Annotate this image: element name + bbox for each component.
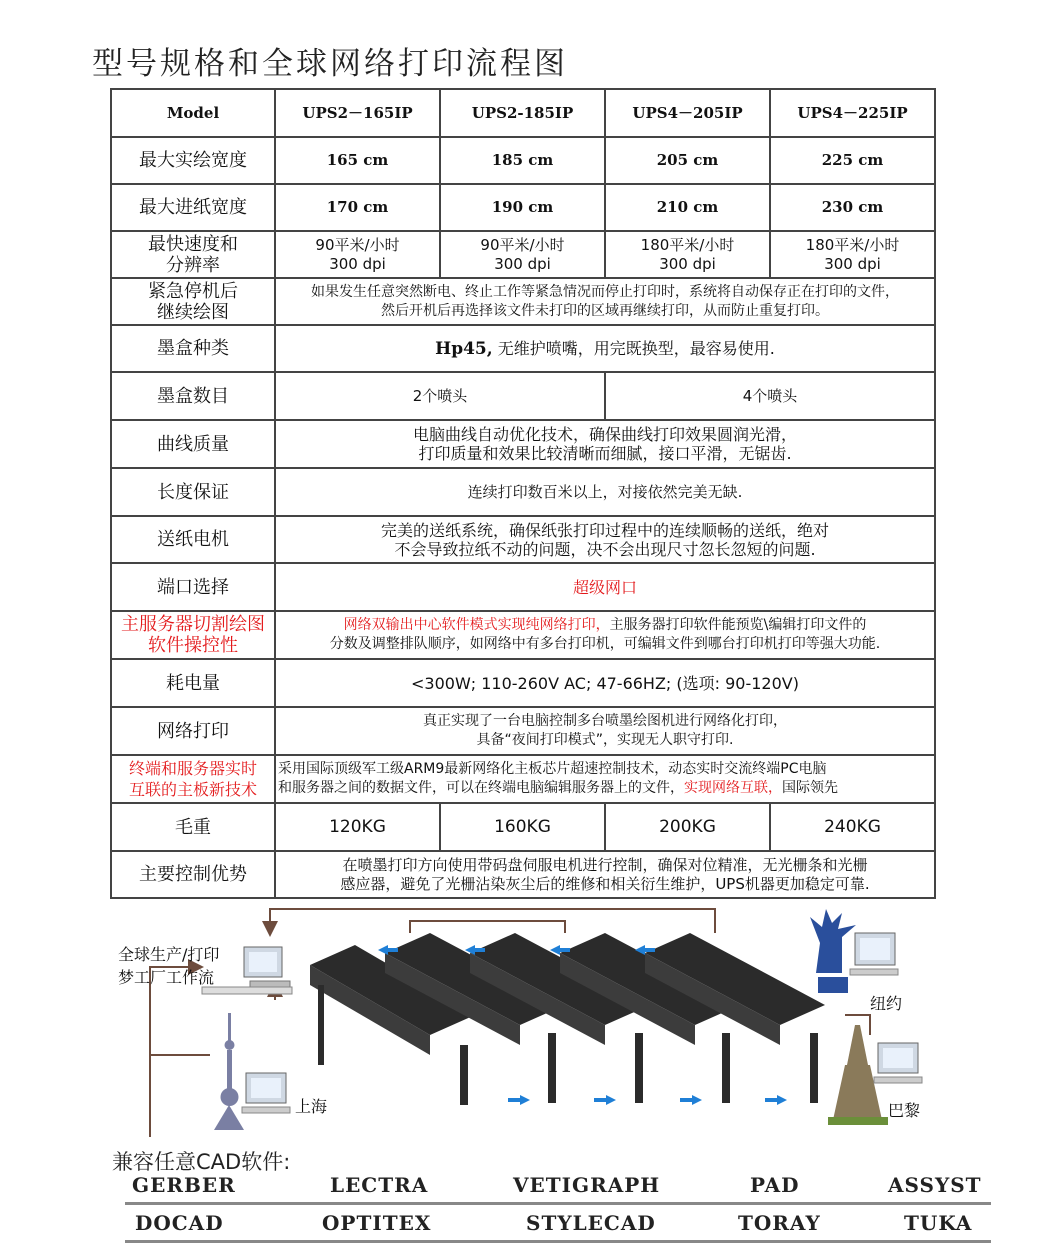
dpi-value: 300 dpi (659, 254, 716, 273)
spec-row-power (111, 659, 935, 707)
spec-row-network (111, 707, 935, 755)
spec-row-print-width (111, 137, 935, 184)
cell-value (275, 851, 935, 898)
cell-value: 200KG (605, 803, 770, 851)
spec-row-feed-motor (111, 516, 935, 563)
cell-value (770, 231, 935, 278)
text-line: 完美的送纸系统，确保纸张打印过程中的连续顺畅的送纸，绝对 (380, 520, 829, 540)
dpi-value: 300 dpi (494, 254, 551, 273)
text-line: 真正实现了一台电脑控制多台喷墨绘图机进行网络化打印， (423, 713, 787, 729)
cell-value: 225 cm (770, 137, 935, 184)
cell-value (275, 278, 935, 325)
spec-row-server (111, 611, 935, 659)
workflow-graphic (110, 905, 934, 1145)
row-label (111, 278, 275, 325)
text-line: 具备“夜间打印模式”，实现无人职守打印. (476, 732, 734, 748)
row-label (111, 611, 275, 659)
text-line: 电脑曲线自动优化技术，确保曲线打印效果圆润光滑， (412, 425, 797, 444)
text-line (278, 616, 932, 635)
paris-computer-icon (874, 1043, 922, 1083)
hp45-text: Hp45, (435, 338, 493, 359)
row-label: 最大进纸宽度 (111, 184, 275, 231)
cell-value: 165 cm (275, 137, 440, 184)
row-label (111, 755, 275, 803)
software-name: VETIGRAPH (513, 1173, 661, 1197)
model-name: UPS4－205IP (605, 89, 770, 137)
software-name: STYLECAD (526, 1211, 656, 1235)
software-name: GERBER (132, 1173, 236, 1197)
speed-value: 90平米/小时 (480, 235, 565, 254)
ny-computer-icon (850, 933, 898, 975)
row-label: 最大实绘宽度 (111, 137, 275, 184)
model-name: UPS2-185IP (440, 89, 605, 137)
software-name: TORAY (738, 1211, 821, 1235)
spec-row-mainboard (111, 755, 935, 803)
cell-value: 4个喷头 (605, 372, 935, 420)
label-line: 互联的主板新技术 (128, 780, 257, 799)
row-label: 网络打印 (111, 707, 275, 755)
row-label: 端口选择 (111, 563, 275, 611)
cell-value: 170 cm (275, 184, 440, 231)
spec-row-speed (111, 231, 935, 278)
cell-value (275, 516, 935, 563)
label-line: 紧急停机后 (148, 280, 238, 302)
dpi-value: 300 dpi (824, 254, 881, 273)
cell-value: 120KG (275, 803, 440, 851)
software-name: ASSYST (888, 1173, 982, 1197)
label-line: 软件操控性 (148, 635, 238, 656)
software-name: OPTITEX (322, 1211, 432, 1235)
cell-value: 230 cm (770, 184, 935, 231)
plain-text: 主服务器打印软件能预览\编辑打印文件的 (609, 617, 867, 633)
cell-value (605, 231, 770, 278)
text-line: 分数及调整排队顺序，如网络中有多台打印机，可编辑文件到哪台打印机打印等强大功能. (329, 636, 881, 652)
cell-value: <300W; 110-260V AC; 47-66HZ; (选项: 90-120V) (275, 659, 935, 707)
oriental-pearl-tower-icon (214, 1013, 244, 1130)
label-line: 终端和服务器实时 (128, 759, 257, 778)
arrow-right-icon (508, 1095, 530, 1105)
row-label: 墨盒种类 (111, 325, 275, 372)
cell-value: 240KG (770, 803, 935, 851)
plain-text: 和服务器之间的数据文件，可以在终端电脑编辑服务器上的文件， (278, 780, 684, 796)
cell-value (275, 707, 935, 755)
spec-row-port (111, 563, 935, 611)
spec-table (110, 88, 936, 899)
shanghai-computer-icon (242, 1073, 290, 1113)
text-line: 然后开机后再选择该文件未打印的区域再继续打印，从而防止重复打印。 (381, 302, 829, 319)
cell-value: 连续打印数百米以上，对接依然完美无缺. (275, 468, 935, 516)
divider (125, 1202, 991, 1205)
spec-row-weight (111, 803, 935, 851)
label-line: 继续绘图 (157, 301, 229, 323)
statue-of-liberty-icon (810, 909, 856, 993)
software-name: PAD (750, 1173, 800, 1197)
label-line: 最快速度和 (148, 233, 238, 255)
text-line: 如果发生任意突然断电、终止工作等紧急情况而停止打印时，系统将自动保存正在打印的文件， (311, 283, 899, 300)
newyork-label: 纽约 (870, 994, 903, 1013)
model-label: Model (111, 89, 275, 137)
label-line: 全球生产/打印 (118, 945, 220, 964)
arrow-right-icon (765, 1095, 787, 1105)
compat-heading: 兼容任意CAD软件: (112, 1150, 291, 1174)
row-label (111, 231, 275, 278)
cell-value (275, 325, 935, 372)
row-label: 耗电量 (111, 659, 275, 707)
software-name: LECTRA (330, 1173, 429, 1197)
software-name: TUKA (904, 1211, 973, 1235)
row-label: 曲线质量 (111, 420, 275, 468)
divider (125, 1240, 991, 1243)
row-label: 毛重 (111, 803, 275, 851)
workflow-diagram (110, 905, 934, 1145)
page-title: 型号规格和全球网络打印流程图 (92, 46, 568, 82)
spec-row-ink-type (111, 325, 935, 372)
cell-value: 超级网口 (275, 563, 935, 611)
text-line (278, 779, 932, 798)
cell-value (275, 420, 935, 468)
spec-row-length (111, 468, 935, 516)
label-line: 梦工厂工作流 (118, 968, 215, 987)
spec-row-advantage (111, 851, 935, 898)
label-line: 分辨率 (166, 254, 220, 276)
plain-text: 国际领先 (782, 780, 838, 796)
row-label: 长度保证 (111, 468, 275, 516)
cell-value: 160KG (440, 803, 605, 851)
text-line: 在喷墨打印方向使用带码盘伺服电机进行控制，确保对位精准，无光栅条和光栅 (342, 855, 868, 874)
cell-value (275, 231, 440, 278)
row-label: 墨盒数目 (111, 372, 275, 420)
cell-value: 210 cm (605, 184, 770, 231)
label-line: 主服务器切割绘图 (121, 614, 265, 635)
paris-label: 巴黎 (888, 1101, 921, 1120)
highlight-text: 实现网络互联， (684, 780, 782, 796)
cell-value: 185 cm (440, 137, 605, 184)
speed-value: 90平米/小时 (315, 235, 400, 254)
software-name: DOCAD (135, 1211, 224, 1235)
text-line: 采用国际顶级军工级ARM9最新网络化主板芯片超速控制技术，动态实时交流终端PC电脑 (278, 761, 827, 777)
cell-value (275, 755, 935, 803)
hq-label (118, 942, 219, 988)
cell-value (440, 231, 605, 278)
model-name: UPS2－165IP (275, 89, 440, 137)
spec-row-feed-width (111, 184, 935, 231)
cell-value: 2个喷头 (275, 372, 605, 420)
speed-value: 180平米/小时 (640, 235, 735, 254)
shanghai-label: 上海 (295, 1097, 328, 1116)
cell-value: 190 cm (440, 184, 605, 231)
ink-type-text: 无维护喷嘴，用完既换型，最容易使用. (492, 338, 775, 358)
cell-value: 205 cm (605, 137, 770, 184)
spec-row-model (111, 89, 935, 137)
dpi-value: 300 dpi (329, 254, 386, 273)
spec-row-curve (111, 420, 935, 468)
spec-row-resume (111, 278, 935, 325)
text-line: 打印质量和效果比较清晰而细腻，接口平滑，无锯齿. (418, 444, 792, 463)
cell-value (275, 611, 935, 659)
row-label: 送纸电机 (111, 516, 275, 563)
eiffel-tower-icon (828, 1025, 888, 1125)
row-label: 主要控制优势 (111, 851, 275, 898)
arrow-right-icon (680, 1095, 702, 1105)
text-line: 感应器，避免了光栅沾染灰尘后的维修和相关衍生维护，UPS机器更加稳定可靠. (340, 874, 870, 893)
arrow-right-icon (594, 1095, 616, 1105)
speed-value: 180平米/小时 (805, 235, 900, 254)
text-line: 不会导致拉纸不动的问题，决不会出现尺寸忽长忽短的问题. (394, 539, 816, 559)
spec-row-ink-count (111, 372, 935, 420)
model-name: UPS4－225IP (770, 89, 935, 137)
highlight-text: 网络双输出中心软件模式实现纯网络打印， (343, 617, 610, 633)
